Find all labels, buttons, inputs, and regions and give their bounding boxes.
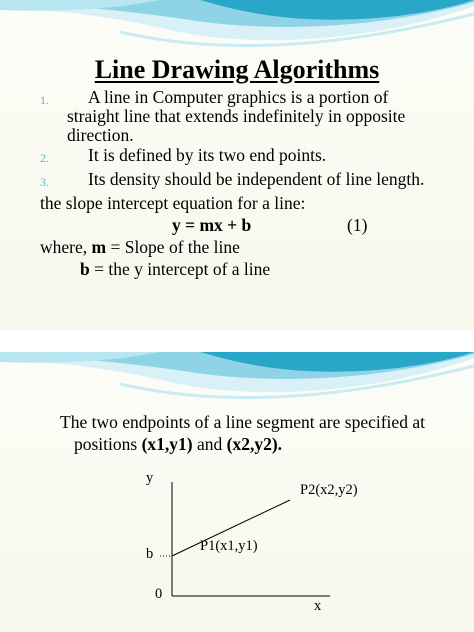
line-segment-graph bbox=[0, 352, 474, 632]
p1-label: P1(x1,y1) bbox=[200, 538, 258, 554]
where-m-definition: where, m = Slope of the line bbox=[40, 237, 240, 257]
endpoints-text-line-2: positions (x1,y1) and (x2,y2). bbox=[74, 434, 283, 454]
equation-number: (1) bbox=[347, 215, 368, 235]
header-wave-decoration bbox=[0, 0, 474, 60]
slide-2 bbox=[0, 352, 474, 632]
origin-label: 0 bbox=[155, 586, 163, 602]
p2-label: P2(x2,y2) bbox=[300, 482, 358, 498]
slide-separator bbox=[0, 330, 474, 352]
slope-equation: y = mx + b bbox=[172, 215, 252, 235]
list-number: 3. bbox=[40, 175, 49, 189]
list-item-text-line: Its density should be independent of line length. bbox=[88, 169, 425, 189]
intercept-label: b bbox=[146, 546, 154, 562]
slope-intro-text: the slope intercept equation for a line: bbox=[40, 193, 306, 213]
list-item-text-line: It is defined by its two end points. bbox=[88, 145, 327, 165]
list-item-text-line: A line in Computer graphics is a portion of bbox=[88, 87, 389, 107]
list-number: 2. bbox=[40, 151, 49, 165]
list-item-text-line: direction. bbox=[67, 125, 134, 145]
list-number: 1. bbox=[40, 93, 49, 107]
endpoints-text-line-1: The two endpoints of a line segment are specified at bbox=[60, 412, 425, 432]
x-axis-label: x bbox=[314, 598, 322, 614]
page-title: Line Drawing Algorithms bbox=[94, 55, 380, 84]
list-item-text-line: straight line that extends indefinitely in opposite bbox=[67, 106, 406, 126]
where-b-definition: b = the y intercept of a line bbox=[80, 259, 271, 279]
y-axis-label: y bbox=[146, 470, 154, 486]
